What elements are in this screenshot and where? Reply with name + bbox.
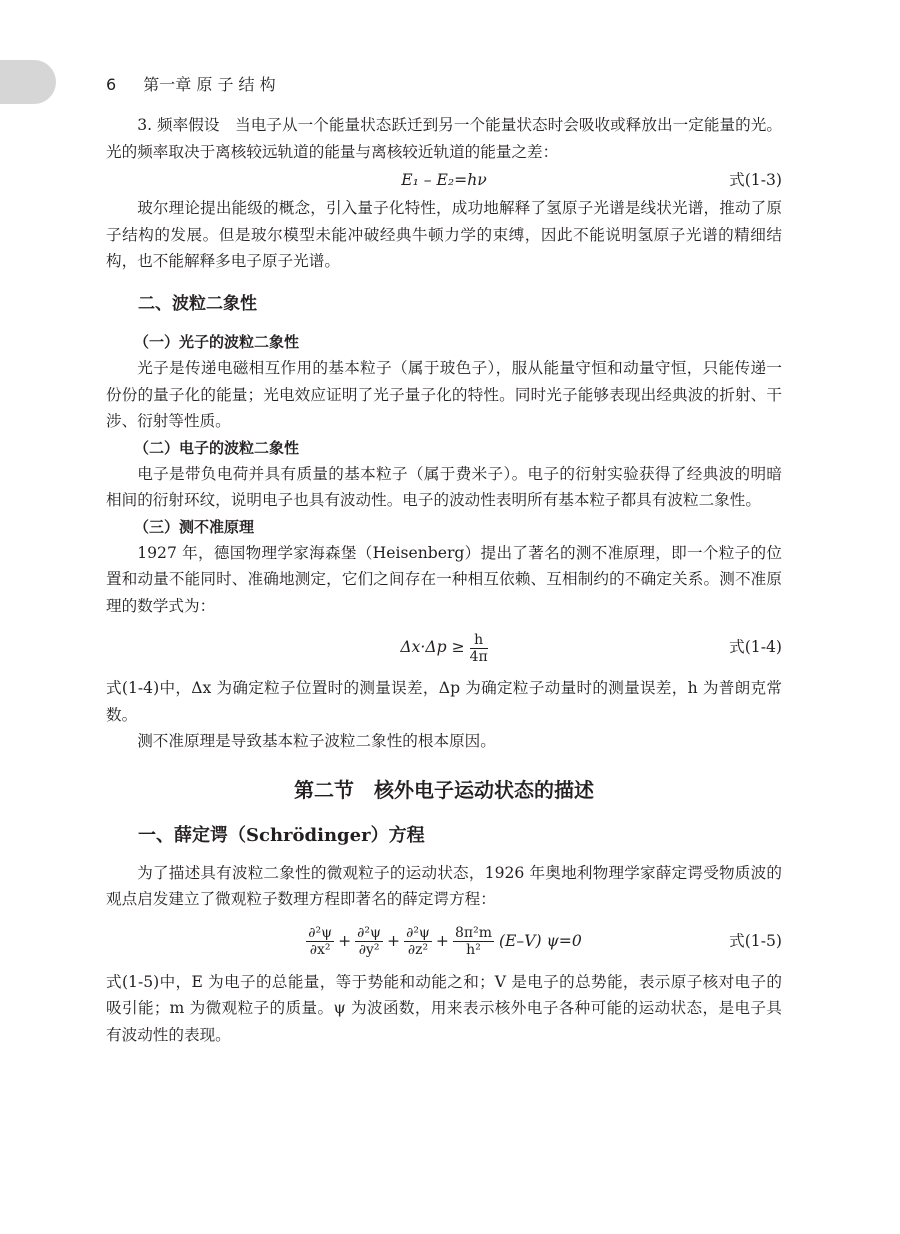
coefficient-denominator: h²: [466, 942, 481, 958]
equation-1-5-expression: $\frac{\text{∂²ψ}}{\text{∂x²}}$ + $\frac{\text{∂²ψ}}{\text{∂y²}}$ + $\frac{\text{∂²ψ}}{\text{∂z²}}$ + $\frac{\text{8π²m}}{\text{h²}}$ (E–V) ψ=0: [308, 925, 582, 958]
paragraph-equation-1-4-explanation: 式(1-4)中，Δx 为确定粒子位置时的测量误差，Δp 为确定粒子动量时的测量误差，h 为普朗克常数。: [106, 679, 782, 724]
section-2-title: 第二节 核外电子运动状态的描述: [294, 777, 594, 802]
paragraph-bohr-theory: 玻尔理论提出能级的概念，引入量子化特性，成功地解释了氢原子光谱是线状光谱，推动了原子结构的发展。但是玻尔模型未能冲破经典牛顿力学的束缚，因此不能说明氢原子光谱的精细结构，也不能解释多电子原子光谱。: [106, 199, 782, 270]
term-x-numerator: ∂²ψ: [308, 925, 333, 941]
paragraph-photon-duality: 光子是传递电磁相互作用的基本粒子（属于玻色子），服从能量守恒和动量守恒，只能传递一份份的量子化的能量；光电效应证明了光子量子化的特性。同时光子能够表现出经典波的折射、干涉、衍射等性质。: [106, 359, 782, 430]
heading-uncertainty-principle: （三）测不准原理: [134, 517, 255, 536]
chapter-title: 第一章 原 子 结 构: [143, 75, 276, 94]
equation-1-3-expression: E₁ – E₂=hν: [401, 171, 487, 189]
heading-schrodinger-equation: 一、薛定谔（Schrödinger）方程: [138, 825, 425, 846]
equation-1-4: [106, 619, 782, 675]
paragraph-uncertainty-principle: 1927 年，德国物理学家海森堡（Heisenberg）提出了著名的测不准原理，即一个粒子的位置和动量不能同时、准确地测定，它们之间存在一种相互依赖、互相制约的不确定关系。测不准原理的数学式为：: [106, 543, 782, 615]
heading-photon-duality: （一）光子的波粒二象性: [134, 333, 300, 351]
heading-electron-duality: （二）电子的波粒二象性: [134, 438, 300, 457]
coefficient-numerator: 8π²m: [455, 925, 492, 941]
term-z-denominator: ∂z²: [407, 942, 429, 958]
term-x-denominator: ∂x²: [309, 942, 331, 958]
equation-1-3: [106, 165, 782, 195]
page-header: [106, 72, 276, 95]
equation-1-4-denominator: 4π: [469, 648, 488, 665]
paragraph-schrodinger-intro: 为了描述具有波粒二象性的微观粒子的运动状态，1926 年奥地利物理学家薛定谔受物质波的观点启发建立了微观粒子数理方程即著名的薛定谔方程：: [106, 863, 782, 908]
equation-1-4-numerator: h: [470, 632, 488, 649]
equation-1-5: [106, 913, 782, 969]
paragraph-equation-1-5-explanation: 式(1-5)中，E 为电子的总能量，等于势能和动能之和；V 是电子的总势能，表示原子核对电子的吸引能；m 为微观粒子的质量。ψ 为波函数，用来表示核外电子各种可能的运动状态，是电子具有波动性的表现。: [106, 972, 782, 1044]
equation-1-5-term-y: [355, 925, 383, 958]
equation-1-5-term-coefficient: [453, 925, 494, 958]
paragraph-uncertainty-root-cause: 测不准原理是导致基本粒子波粒二象性的根本原因。: [137, 732, 496, 750]
equation-1-4-fraction: [470, 632, 488, 665]
paragraph-frequency-hypothesis: 3. 频率假设 当电子从一个能量状态跃迁到另一个能量状态时会吸收或释放出一定能量的光。光的频率取决于离核较远轨道的能量与离核较近轨道的能量之差：: [106, 116, 782, 161]
equation-1-5-term-z: [404, 925, 432, 958]
equation-1-4-expression: [106, 619, 782, 675]
equation-1-5-tag: 式(1-5): [729, 931, 782, 950]
equation-1-4-tag: 式(1-4): [729, 638, 782, 656]
page-content: [106, 112, 782, 1048]
equation-1-4-lhs: Δx·Δp ≥: [400, 638, 465, 656]
equation-1-5-tail: (E–V) ψ=0: [498, 931, 582, 950]
term-z-numerator: ∂²ψ: [406, 925, 430, 941]
page-number: 6: [106, 75, 117, 94]
equation-1-5-term-x: [306, 925, 334, 958]
term-y-denominator: ∂y²: [358, 942, 380, 958]
chapter-tab-marker: [0, 60, 56, 104]
paragraph-electron-duality: 电子是带负电荷并具有质量的基本粒子（属于费米子）。电子的衍射实验获得了经典波的明暗相间的衍射环纹，说明电子也具有波动性。电子的波动性表明所有基本粒子都具有波粒二象性。: [106, 464, 782, 509]
heading-wave-particle-duality: 二、波粒二象性: [138, 293, 257, 314]
equation-1-3-tag: 式(1-3): [729, 171, 782, 189]
term-y-numerator: ∂²ψ: [357, 925, 381, 941]
